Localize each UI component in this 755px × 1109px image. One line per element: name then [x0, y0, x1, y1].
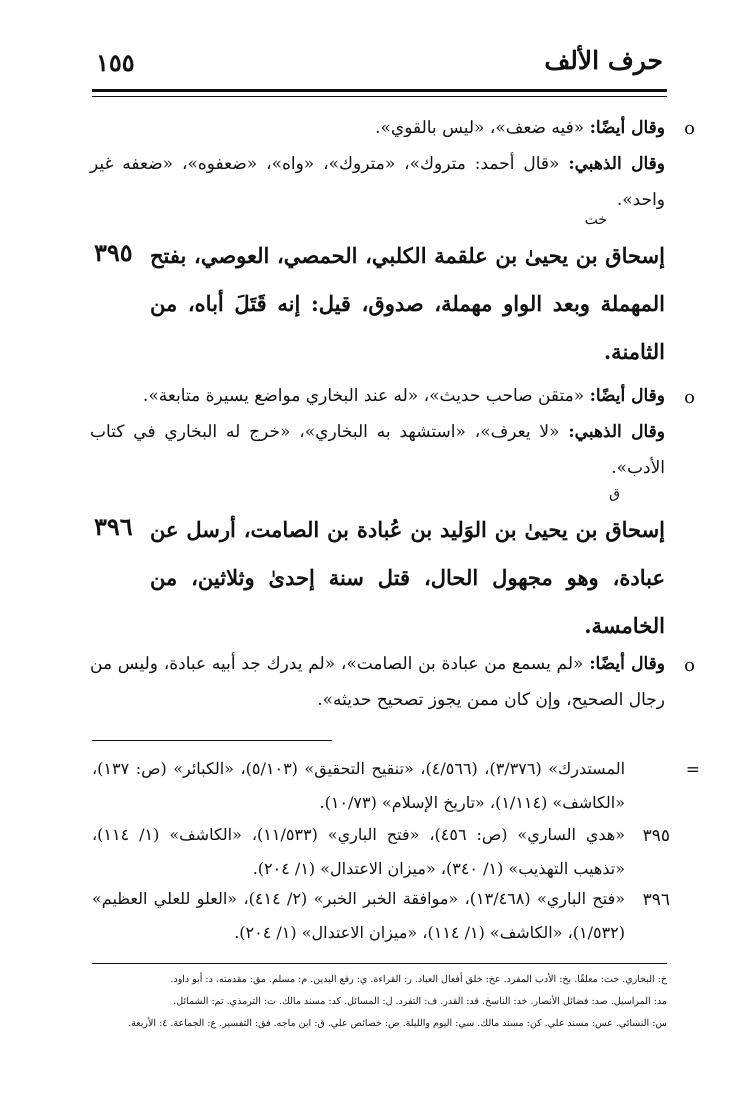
reference-code: ٣٩٦ [642, 890, 670, 910]
quote-text: «متقن صاحب حديث»، «له عند البخاري مواضع يسيرة متابعة». [142, 386, 590, 406]
footer-line: س: النسائي. عس: مسند علي. كن: مسند مالك. سي: اليوم والليلة. ص: خصائص علي. ق: ابن ماجه. فق: التفسير. ع: الجماعة. ٤: الأربعة. [128, 1018, 667, 1029]
dhahabi-lead: وقال الذهبي: [568, 422, 666, 442]
page-number: ١٥٥ [96, 48, 135, 77]
footer-rule [92, 963, 667, 964]
entry-number: ٣٩٥ [94, 238, 133, 267]
quote-block [90, 110, 665, 218]
entry-symbol: ق [609, 486, 620, 502]
quote-lead: وقال أيضًا: [589, 386, 665, 406]
quote-lead: وقال أيضًا: [589, 654, 666, 674]
circle-bullet-icon: o [684, 118, 695, 139]
dhahabi-lead: وقال الذهبي: [568, 154, 665, 174]
circle-bullet-icon: o [684, 387, 695, 408]
circle-bullet-icon: o [684, 655, 695, 676]
references-rule [92, 740, 332, 741]
entry-text: إسحاق بن يحيىٰ بن الوَليد بن عُبادة بن الصامت، أرسل عن عبادة، وهو مجهول الحال، قتل سنة إحدىٰ وثلاثين، من الخامسة. [150, 517, 665, 638]
quote-block [90, 378, 665, 486]
reference-text: «فتح الباري» (١٣/٤٦٨)، «موافقة الخبر الخبر» (٢/ ٤١٤)، «العلو للعلي العظيم» (١/٥٣٢)، «الكاشف» (١/ ١١٤)، «ميزان الاعتدال» (١/ ٢٠٤). [92, 889, 626, 942]
dhahabi-text: «لا يعرف»، «استشهد به البخاري»، «خرج له البخاري في كتاب الأدب». [90, 422, 665, 478]
page-title: حرف الألف [544, 46, 663, 75]
quote-lead: وقال أيضًا: [589, 118, 665, 138]
quote-line [90, 378, 665, 414]
quote-line [90, 110, 665, 146]
dhahabi-line [90, 146, 665, 218]
reference-code: ٣٩٥ [642, 826, 670, 846]
entry-text: إسحاق بن يحيىٰ بن علقمة الكلبي، الحمصي، العوصي، بفتح المهملة وبعد الواو مهملة، صدوق، قيل: إنه قَتَلَ أباه، من الثامنة. [150, 243, 665, 364]
dhahabi-text: «قال أحمد: متروك»، «متروك»، «واه»، «ضعفوه»، «ضعفه غير واحد». [90, 154, 665, 210]
entry-number: ٣٩٦ [94, 512, 133, 541]
reference-text: المستدرك» (٣/٣٧٦)، (٤/٥٦٦)، «تنقيح التحقيق» (٥/١٠٣)، «الكبائر» (ص: ١٣٧)، «الكاشف» (١/١١٤)، «تاريخ الإسلام» (١٠/٧٣). [92, 759, 626, 812]
header-rule-thin [92, 96, 667, 97]
quote-text: «فيه ضعف»، «ليس بالقوي». [375, 118, 590, 138]
header-rule-thick [92, 89, 667, 92]
quote-line [90, 646, 665, 718]
reference-code: = [685, 760, 700, 780]
footer-line: مد: المراسيل. صد: فضائل الأنصار. خد: الناسخ. قد: القدر. ف: التفرد. ل: المسائل. كد: مسند مالك. ت: الترمذي. تم: الشمائل. [173, 996, 667, 1007]
quote-text: «لم يسمع من عبادة بن الصامت»، «لم يدرك جد أبيه عبادة، وليس من رجال الصحيح، وإن كان ممن يجوز تصحيح حديثه». [90, 654, 665, 710]
entry-symbol: خت [584, 212, 607, 228]
dhahabi-line [90, 414, 665, 486]
quote-block [90, 646, 665, 718]
reference-text: «هدي الساري» (ص: ٤٥٦)، «فتح الباري» (١١/٥٣٣)، «الكاشف» (١/ ١١٤)، «تذهيب التهذيب» (١/ ٣٤٠)، «ميزان الاعتدال» (١/ ٢٠٤). [92, 825, 625, 878]
footer-line: خ: البخاري. خت: معلقًا. بخ: الأدب المفرد. عخ: خلق أفعال العباد. ر: القراءة. ي: رفع اليدين. م: مسلم. مق: مقدمته. د: أبو داود. [170, 974, 667, 985]
